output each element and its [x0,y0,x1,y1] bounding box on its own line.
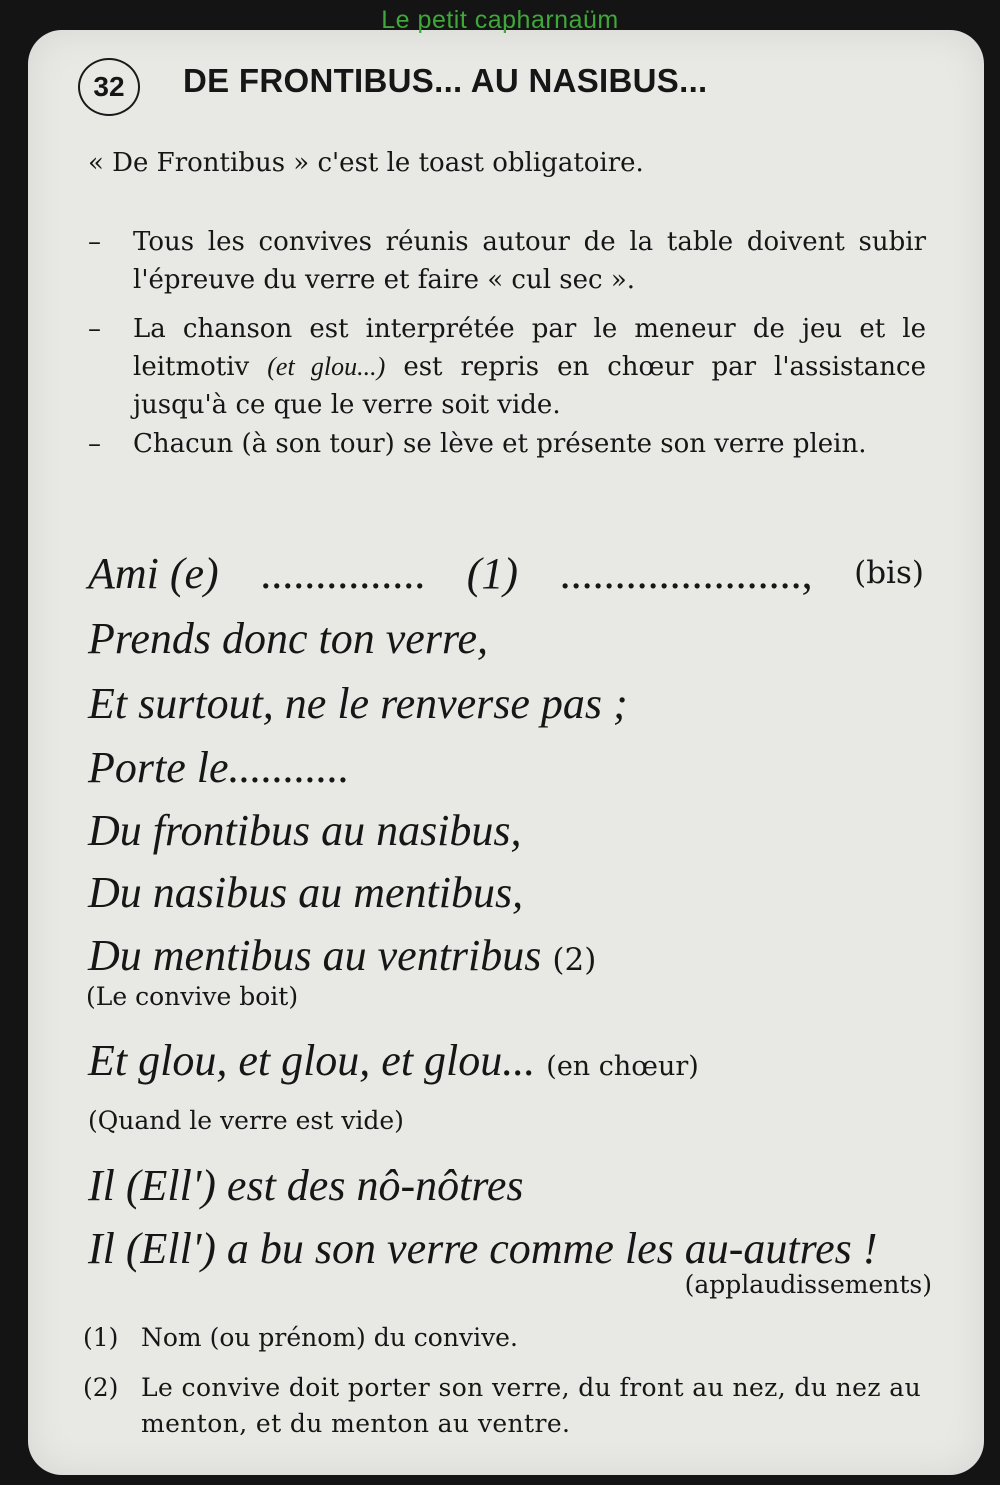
card-number-badge: 32 [78,58,140,116]
song-ami: Ami (e) [88,549,219,598]
song-blank-2: ......................, [559,549,813,598]
watermark: Le petit capharnaüm [381,6,619,34]
aside-applause: (applaudissements) [684,1270,932,1299]
aside-empty-glass: (Quand le verre est vide) [88,1106,404,1135]
footnote-text: Nom (ou prénom) du convive. [141,1323,518,1352]
footnote-number: (1) [83,1323,119,1352]
song-line-nonotres: Il (Ell') est des nô-nôtres [88,1161,524,1210]
rule-dash: – [88,314,101,344]
aside-drink: (Le convive boit) [86,982,299,1011]
instruction-rule [88,425,926,463]
footnote [83,1320,933,1356]
footnote-number: (2) [83,1373,119,1402]
card-title: DE FRONTIBUS... AU NASIBUS... [183,62,708,99]
song-line-7-text: Du mentibus au ventribus [88,931,542,980]
rule-text: Chacun (à son tour) se lève et présente son verre plein. [133,429,867,459]
footnote [83,1370,933,1442]
instruction-rule [88,223,926,299]
song-glou-text: Et glou, et glou, et glou... [88,1036,536,1085]
song-ref-1: (1) [466,549,519,598]
song-bis: (bis) [854,555,924,591]
song-line-4: Porte le........... [88,743,350,792]
rule-text-leitmotiv: (et glou...) [267,352,386,381]
instruction-rule [88,310,926,424]
song-line-7 [88,930,596,981]
instructions-intro: « De Frontibus » c'est le toast obligatoire. [88,148,644,178]
rule-dash: – [88,227,101,257]
song-line-2: Prends donc ton verre, [88,614,488,663]
song-line-6: Du nasibus au mentibus, [88,868,524,917]
song-ref-2: (2) [552,942,597,978]
rule-text: Tous les convives réunis autour de la table doivent subir l'épreuve du verre et faire « cul sec ». [133,227,926,295]
rule-text-before: La chanson est interprétée par le meneur de jeu et le leitmotiv [133,314,926,382]
rule-text [133,310,926,424]
rule-text-after: est repris en chœur par l'assistance jusqu'à ce que le verre soit vide. [133,352,926,420]
song-card [28,30,984,1475]
song-line-au-autres: Il (Ell') a bu son verre comme les au-autres ! [88,1224,878,1273]
song-line-glou [88,1035,699,1086]
song-line-1 [88,548,924,599]
song-line-3: Et surtout, ne le renverse pas ; [88,679,628,728]
song-blank-1: ............... [260,549,426,598]
aside-chorus: (en chœur) [546,1051,699,1082]
rule-dash: – [88,429,101,459]
footnote-text: Le convive doit porter son verre, du front au nez, du nez au menton, et du menton au ventre. [141,1373,922,1438]
song-line-5: Du frontibus au nasibus, [88,806,522,855]
